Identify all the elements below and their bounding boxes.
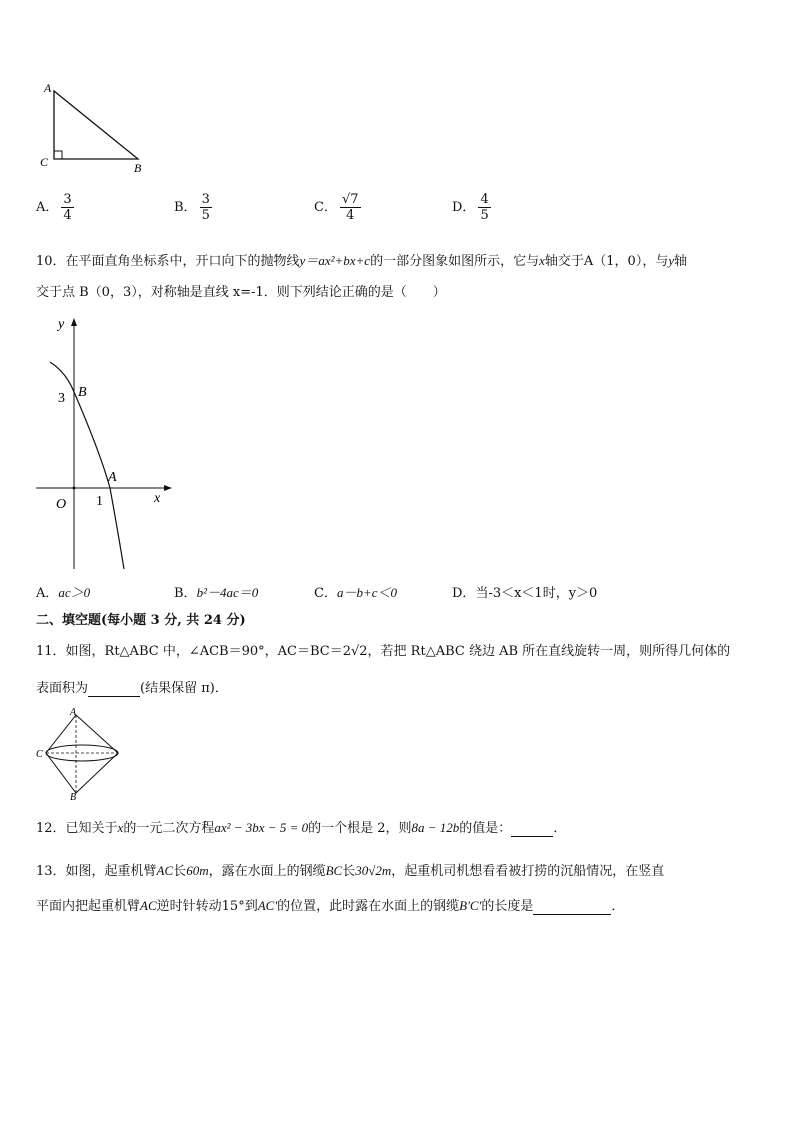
- numerator: 3: [63, 192, 72, 207]
- label-a: A: [108, 470, 117, 485]
- q10-text: 10．在平面直角坐标系中，开口向下的抛物线: [36, 254, 300, 269]
- denominator: 5: [480, 208, 489, 223]
- label-c: C: [40, 155, 49, 169]
- q13-line1: [36, 860, 664, 879]
- label-b: B: [70, 792, 77, 801]
- fraction: [61, 192, 73, 223]
- option-label: C．: [314, 586, 337, 601]
- q10-text: 轴: [674, 254, 688, 269]
- numerator: 4: [480, 192, 489, 207]
- q11-text: 表面积为: [36, 681, 89, 696]
- q11-value: 2√2: [342, 644, 368, 659]
- q12-text: 12．已知关于: [36, 821, 118, 836]
- q13-length: 60m: [186, 863, 209, 878]
- label-b: B: [78, 385, 87, 400]
- fraction: [340, 192, 361, 223]
- q10-parabola-graph: [30, 312, 180, 574]
- q10-equation: y＝ax²+bx+c: [299, 253, 371, 268]
- q11-answer-blank[interactable]: [88, 681, 140, 697]
- q12-var-x: x: [117, 820, 124, 835]
- x-axis-arrow: [164, 485, 172, 491]
- q12-text: 的值是：: [459, 821, 512, 836]
- label-c: C: [36, 749, 43, 760]
- q13-cable-length: 30√2m: [355, 863, 392, 878]
- denominator: 4: [63, 208, 72, 223]
- q9-option-d[interactable]: [452, 192, 494, 223]
- q12-line: [36, 817, 566, 837]
- q10-option-b[interactable]: [174, 582, 258, 601]
- label-b: B: [134, 161, 142, 175]
- option-label: D．: [452, 200, 476, 215]
- option-label: A．: [36, 586, 59, 601]
- option-text: a－b+c＜0: [336, 585, 397, 600]
- q13-angle: 15°: [221, 899, 245, 914]
- option-text: ac＞0: [58, 585, 91, 600]
- q13-text: ，露在水面上的钢缆: [208, 864, 326, 879]
- q9-option-b[interactable]: [174, 192, 215, 223]
- q13-bc-prime: B'C': [459, 898, 482, 913]
- option-label: B．: [174, 586, 197, 601]
- q12-text: ．: [553, 821, 567, 836]
- option-label: D．: [452, 586, 476, 601]
- q10-line2: 交于点 B（0，3），对称轴是直线 x=-1．则下列结论正确的是（ ）: [36, 285, 446, 300]
- q10-line1: [36, 250, 687, 269]
- label-one: 1: [96, 494, 103, 509]
- q11-text: 11．如图，Rt△ABC 中，∠ACB＝90°，AC＝BC＝: [36, 644, 343, 659]
- q11-line1: [36, 640, 730, 659]
- q13-ac: AC: [156, 863, 174, 878]
- q10-option-c[interactable]: [314, 582, 397, 601]
- option-label: B．: [174, 200, 197, 215]
- numerator: √7: [341, 192, 359, 207]
- q13-text: 逆时针转动: [156, 899, 222, 914]
- q10-y-var: y: [668, 253, 675, 268]
- label-y: y: [58, 317, 65, 332]
- q13-text: 长: [173, 864, 187, 879]
- option-label: A．: [36, 200, 59, 215]
- option-text: b²－4ac＝0: [196, 585, 259, 600]
- q13-line2: [36, 895, 624, 915]
- q13-text: 平面内把起重机臂: [36, 899, 141, 914]
- numerator: 3: [201, 192, 210, 207]
- q13-text: 13．如图，起重机臂: [36, 864, 157, 879]
- label-a: A: [70, 707, 77, 718]
- label-a: A: [44, 81, 52, 95]
- q12-answer-blank[interactable]: [511, 821, 553, 837]
- right-angle-mark: [54, 151, 62, 159]
- label-x: x: [154, 491, 161, 506]
- q13-text: ．: [611, 899, 625, 914]
- q12-equation: ax² − 3bx − 5 = 0: [214, 820, 309, 835]
- option-label: C．: [314, 200, 337, 215]
- cone-outline: [46, 715, 118, 793]
- q12-text: 的一个根是 2，则: [308, 821, 412, 836]
- triangle-shape: [54, 91, 138, 159]
- origin-dot: [73, 487, 76, 490]
- q12-expression: 8a − 12b: [411, 820, 460, 835]
- q13-text: 的长度是: [481, 899, 534, 914]
- denominator: 4: [346, 208, 355, 223]
- q9-triangle-figure: [36, 78, 156, 178]
- q13-text: 到: [244, 899, 258, 914]
- q12-text: 的一元二次方程: [123, 821, 215, 836]
- q13-text: 长: [342, 864, 356, 879]
- q9-option-c[interactable]: [314, 192, 364, 223]
- label-three: 3: [58, 391, 65, 406]
- q11-text: (结果保留 π)．: [140, 681, 228, 696]
- label-o: O: [56, 497, 67, 512]
- q10-point-a: A（1，0），与: [583, 254, 669, 269]
- denominator: 5: [201, 208, 210, 223]
- q11-double-cone-figure: [34, 705, 134, 801]
- q13-text: 的位置，此时露在水面上的钢缆: [277, 899, 460, 914]
- option-text: 当-3＜x＜1时，y＞0: [475, 586, 598, 601]
- q11-text: ，若把 Rt△ABC 绕边 AB 所在直线旋转一周，则所得几何体的: [367, 644, 731, 659]
- q13-answer-blank[interactable]: [533, 899, 611, 915]
- q10-option-a[interactable]: [36, 582, 90, 601]
- q13-ac-prime: AC': [257, 898, 278, 913]
- q10-option-d[interactable]: [452, 582, 597, 601]
- fraction: [478, 192, 490, 223]
- section-fill-in-heading: 二、填空题(每小题 3 分, 共 24 分): [36, 613, 246, 628]
- q9-option-a[interactable]: [36, 192, 77, 223]
- q10-x-var: x: [539, 253, 545, 268]
- y-axis-arrow: [71, 318, 77, 326]
- q11-line2: [36, 677, 228, 697]
- fraction: [200, 192, 212, 223]
- q10-text: 的一部分图象如图所示，它与: [370, 254, 540, 269]
- q13-text: ，起重机司机想看看被打捞的沉船情况，在竖直: [391, 864, 665, 879]
- q13-ac: AC: [140, 898, 157, 913]
- q10-text: 轴交于: [544, 254, 584, 269]
- q13-bc: BC: [325, 863, 343, 878]
